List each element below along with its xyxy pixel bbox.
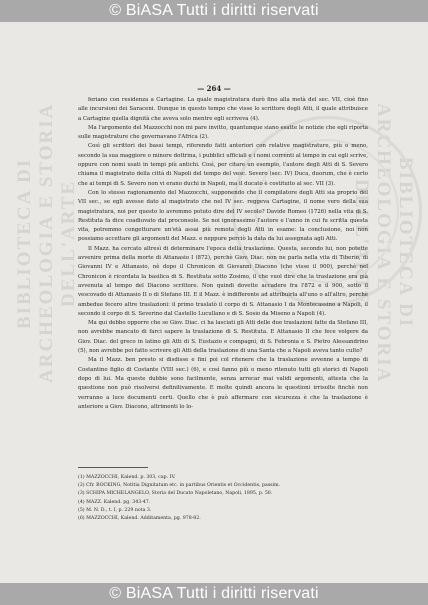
document-page (0, 22, 428, 583)
paragraph: Il Mazz. ha cercato altresì di determinare l'epoca della traslazione. Questa, secondo lui, non potette avvenire prima della morte di Attanasio I (872), perchè Giov. Diac. non ne parla nella vita di Tiberio, di Giovanni IV e Attanasio, nè dopo il Chronicon di Giovanni Diacono (che visse il 900), perchè nel Chronicon è ricordata la basilica di S. Restituta sotto Zosimo, il che vuol dire che la traslazione era già avvenuta al tempo del Diacono scrittore. Non quindi dovette accadere fra l'872 e il 900, sotto il vescovado di Attanasio II o di Stefano III. E il Mazz. è indifferente ad attribuirla all'uno o all'altro, perchè ambedue fecero altre traslazioni: il primo traslatò il corpo di S. Attanasio I da Montecassino a Napoli, il secondo il corpo di S. Severino dal Castello Lucullano e di S. Sosio da Miseno a Napoli (4). (78, 245, 368, 317)
watermark-banner-bottom (0, 583, 428, 605)
paragraph: Così gli scrittori dei bassi tempi, riferendo fatti anteriori con relative magistrature, più o meno, secondo la sua maggiore o minore dottrina, i pubblici ufficiali e i nomi correnti al tempo in cui egli scrive, oppure con nomi usati in tempi più antichi. Così, per citare un esempio, l'autore degli Atti di S. Severo chiama il magistrato della città di Napoli del tempo del vesc. Severo (sec. IV) Duca, duorum, che è certo che ai tempi di S. Severo non vi erano duchi in Napoli, ma il ducato è costituito al sec. VII (3). (78, 143, 368, 187)
page-number: — 264 — (197, 84, 231, 93)
footnote: (4) MAZZ. Kalend. pg. 343-47. (78, 499, 151, 505)
watermark-side-left: BIBLIOTECA DI ARCHEOLOGIA E STORIA DELL'ARTE (14, 102, 79, 384)
watermark-side-right: BIBLIOTECA DI ARCHEOLOGIA E STORIA DELL'ARTE (351, 102, 416, 384)
footnote-divider (78, 467, 148, 468)
footnote: (1) MAZZOCCHI, Kalend. p. 303, cap. IV. (78, 475, 176, 480)
paragraph: feriano con residenza a Cartagine. La quale magistratura durò fino alla metà del sec. VII, cioè fino alle incursioni dei Saraceni. Dunque in questo tempo che visse lo scrittore degli Atti, il quale attribuisce a Cartagine quella dignità che aveva solo mentre egli scriveva (4). (78, 97, 368, 122)
paragraph: Ma qui debbo opporre che se Giov. Diac. ci ha lasciati gli Atti delle due traslazioni fatte da Stefano III, non avrebbe mancato di farci sapere la traslazione di S. Restituta. E Attanasio II che fece volgere da Giov. Diac. del greco in latino gli Atti di S. Eustazio e compagni, di S. Febronia e S. Pietro Alessandrino (5), non avrebbe poi fatto scrivere gli Atti della traslazione di una Santa che a Napoli aveva tanto culto? (78, 320, 368, 355)
footnote: (6) MAZZOCCHI, Kalend. Additamenta, pg. 978-82. (78, 516, 201, 522)
paragraph: Ma il Mazz. ben presto si disdisse e fini poi col ritenere che la traslazione avvenne a tempo di Costantino figlio di Costante (VIII sec.) (6), e così fanno più o meno ritenuto tutti gli storici di Napoli dopo di lui. Ma queste dubbie sono facilmente, senza arrecar mai validi argomenti, attesta che la questione non può risolversi definitivamente. E molte quindi ancora le questioni irrisolte finchè non verranno a luce documenti certi. Quello che è può affermare con sicurezza è che la traslazione è anteriore a Giov. Diacono, altrimenti lo lo- (78, 357, 368, 410)
paragraph: Con lo stesso ragionamento del Mazzocchi, supponendo che il compilatore degli Atti sia proprio del VII sec., se egli avesse dato al magistrato che nel IV sec. reggeva Cartagine, il nome vero della sua magistratura, noi per questo lo avremmo potuto dire del IV secolo? Davide Romeo (1726) nella vita di S. Restituta fa dice coadiuvato dal proconsole. Se noi ignorassimo l'autore e l'anno in cui fu scritta questa vita, potremmo congetturare un'età assai più remota degli Atti in esame: la conclusione, noi non possiamo accettare gli argomenti del Mazz. e neppure perciò la data da lui assegnata agli Atti. (78, 189, 368, 243)
watermark-banner-top (0, 0, 428, 22)
footnote: (2) Cfr. BOCKING, Notitia Dignitatum etc. in partibus Orientis et Occidentis, passim. (78, 483, 280, 489)
footnote: (5) M. N. D., t. I, p. 229 nota 3. (78, 507, 152, 513)
body-text (78, 96, 368, 412)
footnote: (3) SCHIPA MICHELANGELO, Storia del Ducato Napoletano, Napoli, 1895, p. 50. (78, 491, 273, 497)
watermark-banner-top-text: © BiASA Tutti i diritti riservati (109, 2, 319, 19)
footnotes (78, 474, 368, 523)
watermark-banner-bottom-text: © BiASA Tutti i diritti riservati (109, 585, 319, 602)
paragraph: Ma l'argomento del Mazzocchi non mi pare invitto, quantunque siano esatte le notizie che egli riporta sulle magistrature che governavano l'Africa (2). (78, 124, 368, 141)
